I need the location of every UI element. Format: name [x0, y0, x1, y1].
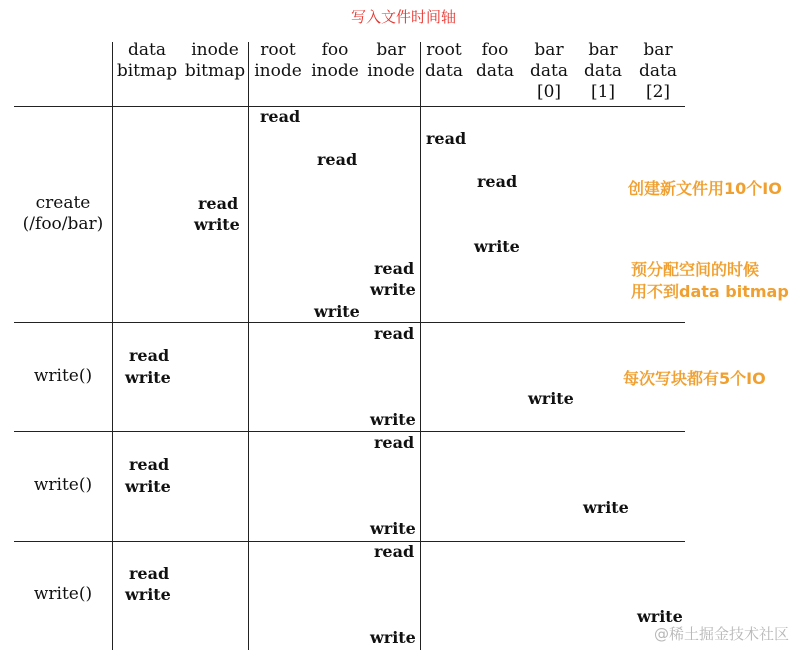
op-write-bar-data-1: write	[583, 498, 629, 517]
op-read-root-inode: read	[260, 107, 301, 126]
op-read-data-bitmap-w1: read	[129, 346, 170, 365]
op-write-bar-inode: write	[370, 280, 416, 299]
divider-label-column	[112, 42, 113, 650]
row-label-write-1: write()	[33, 366, 93, 386]
divider-row-write1	[14, 431, 685, 432]
diagram-title: 写入文件时间轴	[350, 8, 456, 26]
row-label-create: create (/foo/bar)	[22, 193, 104, 234]
op-write-bar-data-2: write	[637, 607, 683, 626]
header-bar-data-1: bar data [1]	[584, 40, 622, 102]
op-write-data-bitmap-w3: write	[125, 585, 171, 604]
header-root-data: root data	[425, 40, 463, 81]
header-data-bitmap: data bitmap	[116, 40, 178, 81]
op-read-bar-inode-w2: read	[374, 433, 415, 452]
header-foo-inode: foo inode	[311, 40, 359, 81]
op-read-foo-inode: read	[317, 150, 358, 169]
op-write-bar-inode-w1: write	[370, 410, 416, 429]
divider-inode-column	[420, 42, 421, 650]
op-write-foo-data: write	[474, 237, 520, 256]
note-prealloc: 预分配空间的时候 用不到data bitmap	[631, 260, 789, 301]
op-read-root-data: read	[426, 129, 467, 148]
op-write-bar-inode-w2: write	[370, 519, 416, 538]
divider-row-create	[14, 322, 685, 323]
op-read-bar-inode: read	[374, 259, 415, 278]
header-bar-inode: bar inode	[367, 40, 415, 81]
op-write-bar-inode-w3: write	[370, 628, 416, 647]
header-bar-data-2: bar data [2]	[639, 40, 677, 102]
note-write-io: 每次写块都有5个IO	[623, 369, 766, 388]
op-read-data-bitmap-w2: read	[129, 455, 170, 474]
divider-header	[14, 106, 685, 107]
divider-bitmap-column	[248, 42, 249, 650]
row-label-write-3: write()	[33, 584, 93, 604]
op-write-bar-data-0: write	[528, 389, 574, 408]
op-write-data-bitmap-w2: write	[125, 477, 171, 496]
op-read-foo-data: read	[477, 172, 518, 191]
row-label-write-2: write()	[33, 475, 93, 495]
divider-row-write2	[14, 541, 685, 542]
watermark: @稀土掘金技术社区	[653, 625, 789, 643]
op-read-data-bitmap-w3: read	[129, 564, 170, 583]
op-read-bar-inode-w3: read	[374, 542, 415, 561]
header-root-inode: root inode	[254, 40, 302, 81]
op-write-inode-bitmap: write	[194, 215, 240, 234]
header-bar-data-0: bar data [0]	[530, 40, 568, 102]
op-write-data-bitmap-w1: write	[125, 368, 171, 387]
op-read-inode-bitmap: read	[198, 194, 239, 213]
header-foo-data: foo data	[476, 40, 514, 81]
op-write-foo-inode: write	[314, 302, 360, 321]
op-read-bar-inode-w1: read	[374, 324, 415, 343]
header-inode-bitmap: inode bitmap	[184, 40, 246, 81]
note-create-io: 创建新文件用10个IO	[628, 179, 782, 198]
